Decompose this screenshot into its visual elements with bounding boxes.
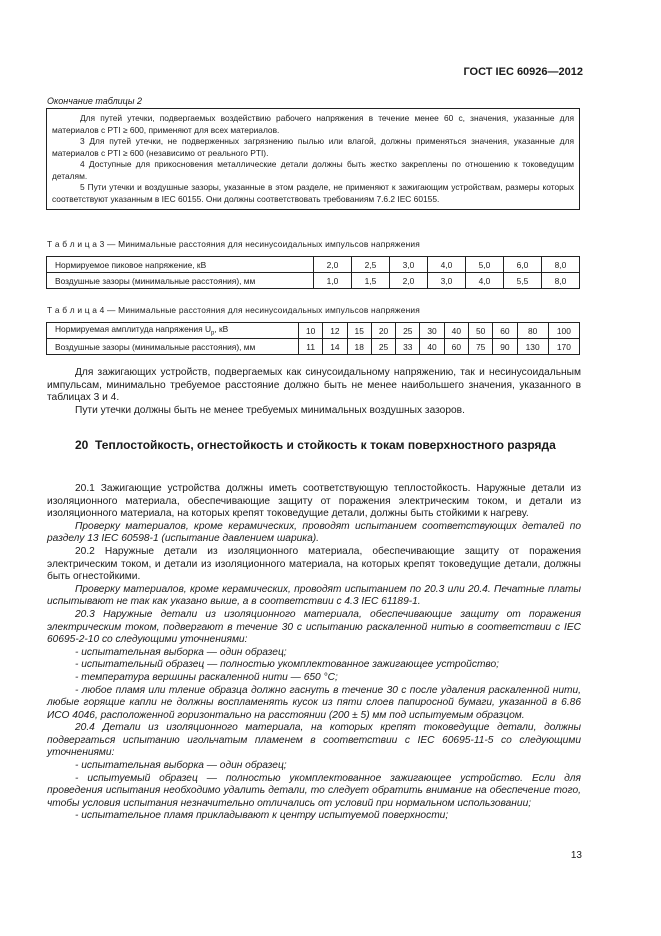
table3-title: Т а б л и ц а 3 — Минимальные расстояния для несинусоидальных импульсов напряжения bbox=[47, 239, 421, 249]
table-cell-label: Нормируемое пиковое напряжение, кВ bbox=[47, 257, 314, 273]
table-cell: 11 bbox=[299, 339, 323, 355]
document-header-id: ГОСТ IEC 60926—2012 bbox=[463, 66, 583, 78]
table-cell: 20 bbox=[371, 323, 395, 339]
table-cell: 25 bbox=[396, 323, 420, 339]
table-cell: 3,0 bbox=[390, 257, 428, 273]
table-cell: 14 bbox=[323, 339, 347, 355]
label-text: Нормируемая амплитуда напряжения U bbox=[55, 324, 212, 335]
table-cell: 75 bbox=[468, 339, 492, 355]
list-item: - испытуемый образец — полностью укомплектованное зажигающее устройство. Если для проведения испытания необходимо удалить детали, то следует обратить внимание на обеспечение того, чтобы условия испытания незначительно отличались от условий при нормальном использовании; bbox=[47, 772, 581, 809]
table-cell: 90 bbox=[493, 339, 517, 355]
section-heading bbox=[75, 438, 575, 454]
table-cell: 60 bbox=[493, 323, 517, 339]
table-cell: 4,0 bbox=[466, 273, 504, 289]
list-item: - испытательный образец — полностью укомплектованное зажигающее устройство; bbox=[75, 659, 500, 671]
table-cell: 130 bbox=[517, 339, 548, 355]
label-unit: , кВ bbox=[214, 324, 229, 335]
intro-text bbox=[47, 367, 581, 417]
table-row bbox=[47, 339, 580, 355]
table-cell-label: Воздушные зазоры (минимальные расстояния), мм bbox=[47, 273, 314, 289]
table2-note: 3 Для путей утечки, не подверженных загрязнению пылью или влагой, должны применяться значения, указанные для материалов с PTI ≥ 600 (независимо от реального PTI). bbox=[52, 136, 574, 158]
table4 bbox=[46, 322, 580, 355]
table-cell: 1,0 bbox=[314, 273, 352, 289]
table2-note: 4 Доступные для прикосновения металлические детали должны быть жестко закреплены по отношению к токоведущим деталям. bbox=[52, 159, 574, 181]
table-continuation-caption: Окончание таблицы 2 bbox=[47, 96, 142, 106]
section-body bbox=[47, 483, 581, 823]
page-number: 13 bbox=[570, 850, 582, 861]
paragraph: Пути утечки должны быть не менее требуемых минимальных воздушных зазоров. bbox=[75, 404, 465, 416]
list-item: - испытательное пламя прикладывают к центру испытуемой поверхности; bbox=[75, 810, 449, 822]
table-cell: 1,5 bbox=[352, 273, 390, 289]
paragraph: 20.4 Детали из изоляционного материала, на которых крепят токоведущие детали, должны подвергаться испытанию игольчатым пламенем в соответствии с IEC 60695-11-5 со следующими уточнениями: bbox=[47, 722, 581, 759]
table-cell: 10 bbox=[299, 323, 323, 339]
table-cell: 33 bbox=[396, 339, 420, 355]
table-cell: 170 bbox=[548, 339, 579, 355]
list-item: - испытательная выборка — один образец; bbox=[75, 646, 287, 658]
list-item: - любое пламя или тление образца должно гаснуть в течение 30 с после удаления раскаленной нити, любые горящие капли не должны воспламенять кусок из пяти слоев папиросной бумаги, указанной в 6.86 ИСО 4046, расположенной горизонтально на расстоянии (200 ± 5) мм под испытуемым образцом. bbox=[47, 684, 581, 721]
table2-note: Для путей утечки, подвергаемых воздействию рабочего напряжения в течение менее 60 с, значения, указанные для материалов с PTI ≥ 600, применяют для всех материалов. bbox=[52, 113, 574, 135]
table2-note: 5 Пути утечки и воздушные зазоры, указанные в этом разделе, не применяют к зажигающим устройствам, размеры которых соответствуют указанным в IEC 60155. Они должны соответствовать требованиям 7.6.2 IEC 60155. bbox=[52, 182, 574, 204]
table4-title: Т а б л и ц а 4 — Минимальные расстояния для несинусоидальных импульсов напряжения bbox=[47, 305, 421, 315]
table-cell: 40 bbox=[420, 339, 444, 355]
section-number: 20 bbox=[75, 438, 89, 452]
section-title: Теплостойкость, огнестойкость и стойкость к токам поверхностного разряда bbox=[95, 438, 556, 452]
table-row bbox=[47, 257, 580, 273]
table-row bbox=[47, 273, 580, 289]
table-cell: 30 bbox=[420, 323, 444, 339]
label-subscript: p bbox=[211, 330, 215, 337]
paragraph: Проверку материалов, кроме керамических, проводят испытанием по 20.3 или 20.4. Печатные платы испытывают не так как указано выше, а в соответствии с 4.3 IEC 61189-1. bbox=[47, 583, 581, 608]
table-row bbox=[47, 323, 580, 339]
table-cell: 6,0 bbox=[504, 257, 542, 273]
table-cell: 2,0 bbox=[390, 273, 428, 289]
table-cell: 100 bbox=[548, 323, 579, 339]
table-cell: 2,0 bbox=[314, 257, 352, 273]
list-item: - температура вершины раскаленной нити — 650 °С; bbox=[75, 671, 338, 683]
table-cell: 3,0 bbox=[428, 273, 466, 289]
table-cell: 40 bbox=[444, 323, 468, 339]
table-cell: 12 bbox=[323, 323, 347, 339]
paragraph: 20.2 Наружные детали из изоляционного материала, обеспечивающие защиту от поражения электрическим током, и детали из изоляционного материала, на которых крепят токоведущие детали, должны быть огнестойкими. bbox=[47, 545, 581, 583]
table-cell: 5,5 bbox=[504, 273, 542, 289]
table3 bbox=[46, 256, 580, 289]
paragraph: Для зажигающих устройств, подвергаемых как синусоидальному напряжению, так и несинусоидальным импульсам, минимально требуемое расстояние должно быть не менее наибольшего значения, указанного в таблицах 3 и 4. bbox=[47, 367, 581, 404]
table-cell: 25 bbox=[371, 339, 395, 355]
paragraph: Проверку материалов, кроме керамических, проводят испытанием соответствующих деталей по разделу 13 IEC 60598-1 (испытание давлением шарика). bbox=[47, 520, 581, 545]
table2-notes-box bbox=[46, 108, 580, 210]
paragraph: 20.1 Зажигающие устройства должны иметь соответствующую теплостойкость. Наружные детали из изоляционного материала, обеспечивающие защиту от поражения электрическим током, и детали из изоляционного материала, на которых крепят токоведущие детали, должны быть стойкими к нагреву. bbox=[47, 483, 581, 520]
table-cell: 80 bbox=[517, 323, 548, 339]
table-cell-label: Воздушные зазоры (минимальные расстояния), мм bbox=[47, 339, 299, 355]
table-cell-label bbox=[47, 323, 299, 339]
table-cell: 60 bbox=[444, 339, 468, 355]
table-cell: 50 bbox=[468, 323, 492, 339]
table-cell: 2,5 bbox=[352, 257, 390, 273]
list-item: - испытательная выборка — один образец; bbox=[75, 760, 287, 772]
table-cell: 18 bbox=[347, 339, 371, 355]
paragraph: 20.3 Наружные детали из изоляционного материала, обеспечивающие защиту от поражения электрическим током, подвергают в течение 30 с испытанию раскаленной нитью в соответствии с IEC 60695-2-10 со следующими уточнениями: bbox=[47, 608, 581, 646]
table-cell: 5,0 bbox=[466, 257, 504, 273]
table-cell: 4,0 bbox=[428, 257, 466, 273]
table-cell: 8,0 bbox=[542, 273, 580, 289]
table-cell: 15 bbox=[347, 323, 371, 339]
table-cell: 8,0 bbox=[542, 257, 580, 273]
